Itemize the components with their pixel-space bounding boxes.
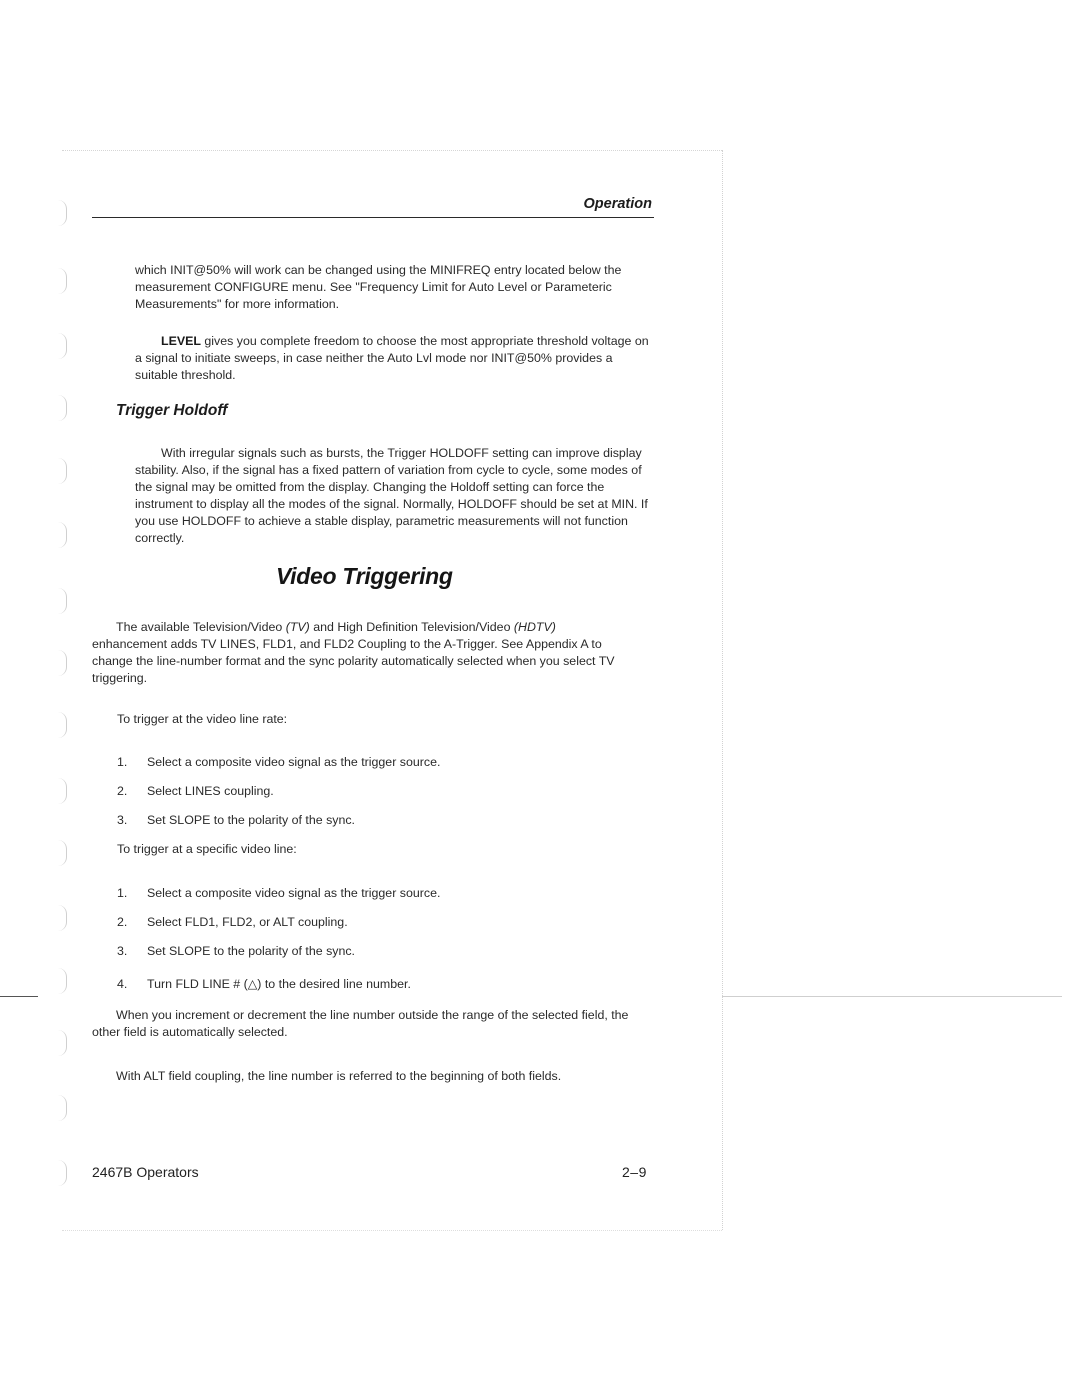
step-text: Turn FLD LINE # (△) to the desired line number. bbox=[147, 977, 411, 991]
paragraph-level bbox=[135, 333, 655, 384]
binder-hole-mark bbox=[58, 840, 67, 866]
binder-hole-mark bbox=[58, 268, 67, 294]
binder-hole-mark bbox=[58, 778, 67, 804]
step-number: 2. bbox=[117, 784, 128, 798]
scan-dash-left bbox=[0, 996, 38, 997]
section-title-video-triggering: Video Triggering bbox=[276, 563, 453, 589]
binder-hole-mark bbox=[58, 968, 67, 994]
running-header-section: Operation bbox=[583, 196, 652, 212]
scan-edge-right bbox=[722, 150, 723, 1230]
level-description: gives you complete freedom to choose the most appropriate threshold voltage on a signal to initiate sweeps, in case neither the Auto Lvl mode nor INIT@50% provides a suitable threshold. bbox=[135, 334, 649, 382]
binder-hole-mark bbox=[58, 395, 67, 421]
binder-hole-mark bbox=[58, 200, 67, 226]
step-number: 2. bbox=[117, 915, 128, 929]
subheading-trigger-holdoff: Trigger Holdoff bbox=[116, 402, 228, 419]
procedure-step bbox=[117, 813, 355, 827]
binder-hole-mark bbox=[58, 1160, 67, 1186]
binder-hole-mark bbox=[58, 650, 67, 676]
binder-hole-mark bbox=[58, 588, 67, 614]
scan-line-right bbox=[722, 996, 1062, 997]
scan-edge-top bbox=[62, 150, 722, 151]
hdtv-abbrev: (HDTV) bbox=[513, 620, 556, 634]
tv-text-b: and High Definition Television/Video bbox=[309, 620, 514, 634]
binder-hole-mark bbox=[58, 1095, 67, 1121]
holdoff-text: With irregular signals such as bursts, the Trigger HOLDOFF setting can improve display stability. Also, if the signal has a fixed pattern of variation from cycle to cycle, some modes of the signal may be omitted from the display. Changing the Holdoff setting can force the instrument to display all the modes of the signal. Normally, HOLDOFF should be set at MIN. If you use HOLDOFF to achieve a stable display, parametric measurements will not function correctly. bbox=[135, 446, 648, 545]
step-number: 3. bbox=[117, 813, 128, 827]
procedure-intro-specific-line: To trigger at a specific video line: bbox=[117, 842, 297, 856]
procedure-step bbox=[117, 784, 274, 798]
footer-page-number: 2–9 bbox=[622, 1164, 647, 1180]
procedure-intro-line-rate: To trigger at the video line rate: bbox=[117, 712, 288, 726]
tv-text-a: The available Television/Video bbox=[116, 620, 286, 634]
binder-hole-mark bbox=[58, 712, 67, 738]
step-text: Select a composite video signal as the trigger source. bbox=[147, 755, 441, 769]
step-text: Set SLOPE to the polarity of the sync. bbox=[147, 813, 355, 827]
procedure-step bbox=[117, 944, 355, 958]
procedure-step bbox=[117, 886, 440, 900]
paragraph-alt-coupling: With ALT field coupling, the line number is referred to the beginning of both fields. bbox=[116, 1069, 562, 1083]
scan-edge-bottom bbox=[62, 1230, 722, 1231]
step-number: 1. bbox=[117, 755, 128, 769]
procedure-step bbox=[117, 976, 411, 991]
step-text: Select FLD1, FLD2, or ALT coupling. bbox=[147, 915, 348, 929]
paragraph-field-selection bbox=[92, 1007, 632, 1041]
binder-hole-mark bbox=[58, 333, 67, 359]
tv-text-c: enhancement adds TV LINES, FLD1, and FLD2 Coupling to the A-Trigger. See Appendix A to change the line-number format and the sync polarity automatically selected when you select TV triggering. bbox=[92, 637, 615, 685]
paragraph-tv-enhancement bbox=[92, 619, 632, 687]
tv-abbrev: (TV) bbox=[285, 620, 310, 634]
field-selection-text: When you increment or decrement the line number outside the range of the selected field, the other field is automatically selected. bbox=[92, 1008, 629, 1039]
step-text: Select LINES coupling. bbox=[147, 784, 274, 798]
step-text: Select a composite video signal as the trigger source. bbox=[147, 886, 441, 900]
step-number: 3. bbox=[117, 944, 128, 958]
step-number: 1. bbox=[117, 886, 128, 900]
paragraph-holdoff bbox=[135, 445, 655, 547]
header-rule bbox=[92, 217, 654, 218]
binder-hole-mark bbox=[58, 1030, 67, 1056]
footer-manual-name: 2467B Operators bbox=[92, 1164, 199, 1180]
level-keyword: LEVEL bbox=[161, 334, 201, 348]
procedure-step bbox=[117, 915, 348, 929]
step-text: Set SLOPE to the polarity of the sync. bbox=[147, 944, 355, 958]
binder-hole-mark bbox=[58, 458, 67, 484]
binder-hole-mark bbox=[58, 522, 67, 548]
step-number: 4. bbox=[117, 977, 128, 991]
paragraph-init-minifreq: which INIT@50% will work can be changed using the MINIFREQ entry located below the measurement CONFIGURE menu. See "Frequency Limit for Auto Level or Parameteric Measurements" for more information. bbox=[135, 263, 622, 311]
binder-hole-mark bbox=[58, 905, 67, 931]
procedure-step bbox=[117, 755, 440, 769]
